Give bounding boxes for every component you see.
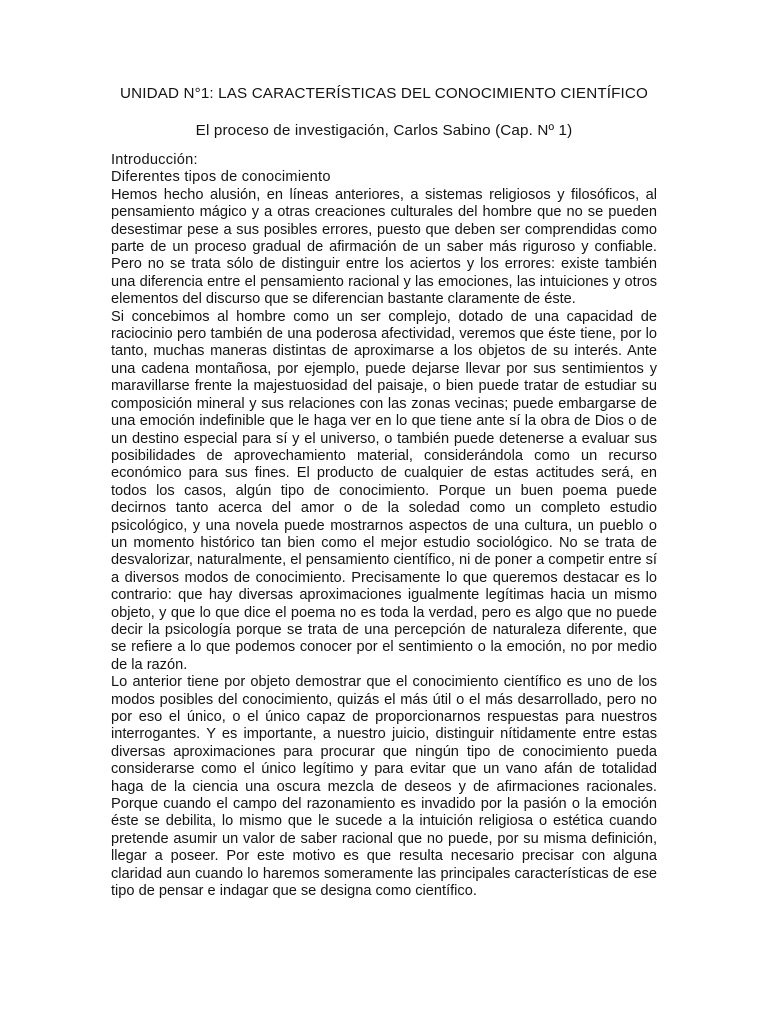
document-subtitle: El proceso de investigación, Carlos Sabino (Cap. Nº 1) (195, 122, 573, 139)
subsection-heading: Diferentes tipos de conocimiento (111, 169, 331, 186)
document-title: UNIDAD N°1: LAS CARACTERÍSTICAS DEL CONOCIMIENTO CIENTÍFICO (120, 85, 648, 102)
paragraph: Hemos hecho alusión, en líneas anteriores, a sistemas religiosos y filosóficos, al pensamiento mágico y a otras creaciones culturales del hombre que no se pueden desestimar pese a sus posibles errores, puesto que deben ser comprendidas como parte de un proceso gradual de afirmación de un saber más riguroso y confiable. Pero no se trata sólo de distinguir entre los aciertos y los errores: existe también una diferencia entre el pensamiento racional y las emociones, las intuiciones y otros elementos del discurso que se diferencian bastante claramente de éste. (111, 186, 657, 308)
paragraph: Si concebimos al hombre como un ser complejo, dotado de una capacidad de raciocinio pero también de una poderosa afectividad, veremos que éste tiene, por lo tanto, muchas maneras distintas de aproximarse a los objetos de su interés. Ante una cadena montañosa, por ejemplo, puede dejarse llevar por sus sentimientos y maravillarse frente la majestuosidad del paisaje, o bien puede tratar de estudiar su composición mineral y sus relaciones con las zonas vecinas; puede embargarse de una emoción indefinible que le haga ver en lo que tiene ante sí la obra de Dios o de un destino especial para sí y el universo, o también puede detenerse a evaluar sus posibilidades de aprovechamiento material, considerándola como un recurso económico para sus fines. El producto de cualquier de estas actitudes será, en todos los casos, algún tipo de conocimiento. Porque un buen poema puede decirnos tanto acerca del amor o de la soledad como un completo estudio psicológico, y una novela puede mostrarnos aspectos de una cultura, un pueblo o un momento histórico tan bien como el mejor estudio sociológico. No se trata de desvalorizar, naturalmente, el pensamiento científico, ni de poner a competir entre sí a diversos modos de conocimiento. Precisamente lo que queremos destacar es lo contrario: que hay diversas aproximaciones igualmente legítimas hacia un mismo objeto, y que lo que dice el poema no es toda la verdad, pero es algo que no puede decir la psicología porque se trata de una percepción de naturaleza diferente, que se refiere a lo que podemos conocer por el sentimiento o la emoción, no por medio de la razón. (111, 308, 657, 673)
paragraph: Lo anterior tiene por objeto demostrar que el conocimiento científico es uno de los modos posibles del conocimiento, quizás el más útil o el más desarrollado, pero no por eso el único, o el único capaz de proporcionarnos respuestas para nuestros interrogantes. Y es importante, a nuestro juicio, distinguir nítidamente entre estas diversas aproximaciones para procurar que ningún tipo de conocimiento pueda considerarse como el único legítimo y para evitar que un vano afán de totalidad haga de la ciencia una oscura mezcla de deseos y de afirmaciones racionales. Porque cuando el campo del razonamiento es invadido por la pasión o la emoción éste se debilita, lo mismo que le sucede a la intuición religiosa o estética cuando pretende asumir un valor de saber racional que no puede, por su misma definición, llegar a poseer. Por este motivo es que resulta necesario precisar con alguna claridad aun cuando lo haremos someramente las principales características de ese tipo de pensar e indagar que se designa como científico. (111, 674, 657, 900)
section-heading: Introducción: (111, 152, 198, 168)
document-body (111, 152, 657, 900)
